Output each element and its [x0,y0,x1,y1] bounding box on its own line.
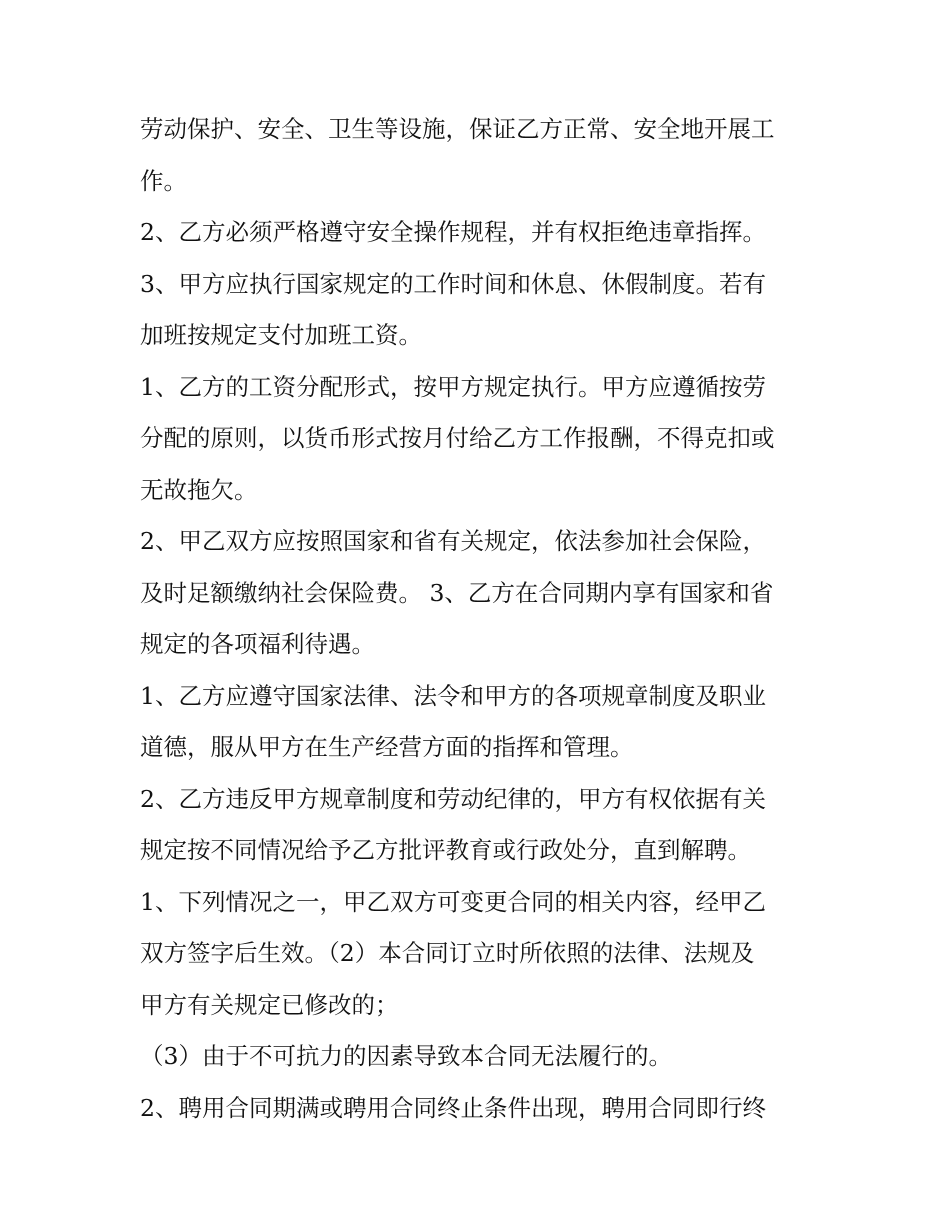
text-line-3: 2、乙方必须严格遵守安全操作规程，并有权拒绝违章指挥。 [140,218,766,246]
text-line-14: 2、乙方违反甲方规章制度和劳动纪律的，甲方有权依据有关 [140,784,766,813]
text-line-10: 及时足额缴纳社会保险费。 3、乙方在合同期内享有国家和省 [140,578,774,607]
text-line-19: （3）由于不可抗力的因素导致本合同无法履行的。 [140,1042,672,1070]
text-line-1: 劳动保护、安全、卫生等设施，保证乙方正常、安全地开展工 [140,115,775,143]
contract-body-text [140,104,820,1134]
text-line-16: 1、下列情况之一，甲乙双方可变更合同的相关内容，经甲乙 [140,887,766,916]
text-line-4: 3、甲方应执行国家规定的工作时间和休息、休假制度。若有 [140,269,766,298]
text-line-17: 双方签字后生效。（2）本合同订立时所依照的法律、法规及 [140,939,755,967]
text-line-11: 规定的各项福利待遇。 [140,630,375,658]
text-line-15: 规定按不同情况给予乙方批评教育或行政处分，直到解聘。 [140,836,751,864]
text-line-7: 分配的原则，以货币形式按月付给乙方工作报酬，不得克扣或 [140,424,775,452]
text-line-12: 1、乙方应遵守国家法律、法令和甲方的各项规章制度及职业 [140,681,766,710]
text-line-5: 加班按规定支付加班工资。 [140,321,422,349]
text-line-6: 1、乙方的工资分配形式，按甲方规定执行。甲方应遵循按劳 [140,372,766,401]
text-line-13: 道德，服从甲方在生产经营方面的指挥和管理。 [140,733,634,761]
text-line-2: 作。 [140,166,187,195]
text-line-9: 2、甲乙双方应按照国家和省有关规定，依法参加社会保险， [140,527,766,555]
text-line-18: 甲方有关规定已修改的； [140,990,399,1019]
text-line-20: 2、聘用合同期满或聘用合同终止条件出现，聘用合同即行终 [140,1093,766,1122]
text-line-8: 无故拖欠。 [140,475,258,504]
